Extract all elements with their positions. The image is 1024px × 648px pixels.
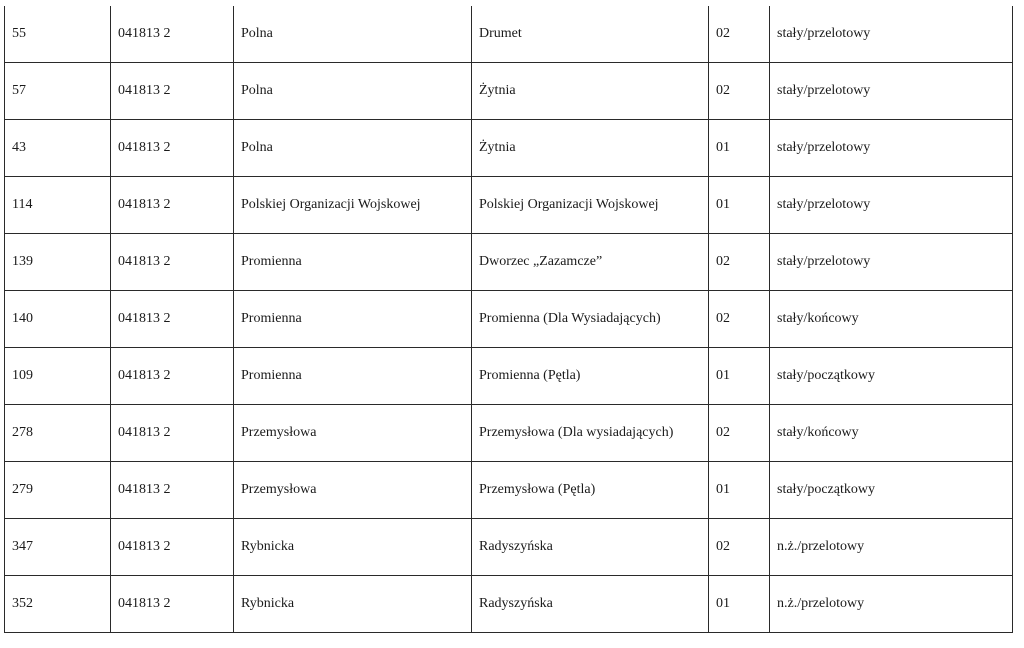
cell-code: 041813 2	[111, 291, 234, 348]
cell-street: Polna	[234, 6, 472, 63]
cell-post: 01	[709, 576, 770, 633]
cell-type: stały/przelotowy	[770, 177, 1013, 234]
cell-id: 278	[5, 405, 111, 462]
table-row	[5, 519, 1013, 576]
cell-stop: Promienna (Pętla)	[472, 348, 709, 405]
cell-street: Polna	[234, 63, 472, 120]
table-row	[5, 177, 1013, 234]
cell-id: 279	[5, 462, 111, 519]
cell-id: 347	[5, 519, 111, 576]
table-row	[5, 234, 1013, 291]
cell-street: Przemysłowa	[234, 405, 472, 462]
cell-id: 57	[5, 63, 111, 120]
cell-post: 02	[709, 405, 770, 462]
cell-stop: Polskiej Organizacji Wojskowej	[472, 177, 709, 234]
cell-stop: Drumet	[472, 6, 709, 63]
cell-street: Rybnicka	[234, 576, 472, 633]
cell-id: 352	[5, 576, 111, 633]
cell-post: 02	[709, 6, 770, 63]
cell-code: 041813 2	[111, 63, 234, 120]
table-row	[5, 405, 1013, 462]
cell-post: 01	[709, 120, 770, 177]
cell-type: stały/końcowy	[770, 405, 1013, 462]
cell-type: stały/początkowy	[770, 348, 1013, 405]
cell-street: Polskiej Organizacji Wojskowej	[234, 177, 472, 234]
cell-id: 109	[5, 348, 111, 405]
cell-stop: Dworzec „Zazamcze”	[472, 234, 709, 291]
stops-table-container	[4, 6, 1013, 633]
cell-stop: Radyszyńska	[472, 519, 709, 576]
table-row	[5, 348, 1013, 405]
cell-id: 114	[5, 177, 111, 234]
cell-type: stały/początkowy	[770, 462, 1013, 519]
cell-post: 01	[709, 462, 770, 519]
cell-post: 02	[709, 519, 770, 576]
cell-id: 43	[5, 120, 111, 177]
cell-id: 55	[5, 6, 111, 63]
cell-stop: Promienna (Dla Wysiadających)	[472, 291, 709, 348]
cell-code: 041813 2	[111, 6, 234, 63]
cell-street: Promienna	[234, 348, 472, 405]
cell-id: 139	[5, 234, 111, 291]
cell-post: 01	[709, 177, 770, 234]
table-row	[5, 120, 1013, 177]
table-row	[5, 63, 1013, 120]
table-row	[5, 6, 1013, 63]
cell-post: 01	[709, 348, 770, 405]
cell-post: 02	[709, 63, 770, 120]
cell-stop: Radyszyńska	[472, 576, 709, 633]
cell-code: 041813 2	[111, 234, 234, 291]
cell-type: stały/końcowy	[770, 291, 1013, 348]
cell-code: 041813 2	[111, 576, 234, 633]
cell-street: Promienna	[234, 291, 472, 348]
cell-street: Przemysłowa	[234, 462, 472, 519]
cell-type: n.ż./przelotowy	[770, 519, 1013, 576]
cell-street: Polna	[234, 120, 472, 177]
cell-stop: Żytnia	[472, 120, 709, 177]
cell-code: 041813 2	[111, 120, 234, 177]
cell-stop: Przemysłowa (Dla wysiadających)	[472, 405, 709, 462]
cell-post: 02	[709, 291, 770, 348]
cell-stop: Żytnia	[472, 63, 709, 120]
cell-type: stały/przelotowy	[770, 63, 1013, 120]
cell-stop: Przemysłowa (Pętla)	[472, 462, 709, 519]
cell-code: 041813 2	[111, 462, 234, 519]
cell-street: Promienna	[234, 234, 472, 291]
cell-type: stały/przelotowy	[770, 6, 1013, 63]
cell-code: 041813 2	[111, 177, 234, 234]
cell-code: 041813 2	[111, 519, 234, 576]
table-row	[5, 291, 1013, 348]
table-row	[5, 576, 1013, 633]
cell-id: 140	[5, 291, 111, 348]
cell-type: stały/przelotowy	[770, 234, 1013, 291]
cell-type: n.ż./przelotowy	[770, 576, 1013, 633]
cell-post: 02	[709, 234, 770, 291]
cell-code: 041813 2	[111, 405, 234, 462]
cell-code: 041813 2	[111, 348, 234, 405]
table-row	[5, 462, 1013, 519]
stops-table	[4, 6, 1013, 633]
cell-street: Rybnicka	[234, 519, 472, 576]
cell-type: stały/przelotowy	[770, 120, 1013, 177]
